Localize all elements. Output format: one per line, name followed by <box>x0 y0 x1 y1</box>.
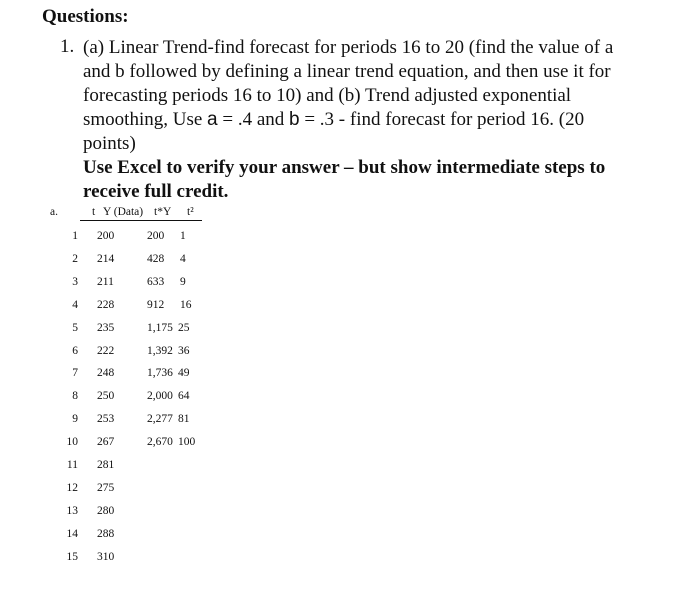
row-t2: 100 <box>178 436 196 448</box>
row-y: 275 <box>97 482 115 494</box>
question-line-1: (a) Linear Trend-find forecast for periods 16 to 20 (find the value of a <box>83 37 614 58</box>
header-y-data: Y (Data) <box>103 206 144 218</box>
row-y: 250 <box>97 390 115 402</box>
row-ty: 1,175 <box>147 322 173 334</box>
row-t: 3 <box>72 276 78 288</box>
instruction-line-1: Use Excel to verify your answer – but show intermediate steps to <box>83 157 606 178</box>
row-t: 9 <box>72 413 78 425</box>
header-t-squared: t² <box>187 206 194 218</box>
row-y: 214 <box>97 253 115 265</box>
row-t: 7 <box>72 367 78 379</box>
header-t: t <box>92 206 96 218</box>
row-y: 235 <box>97 322 115 334</box>
row-t: 5 <box>72 322 78 334</box>
row-ty: 2,000 <box>147 390 173 402</box>
line-4-mid: = .4 and <box>217 109 290 130</box>
row-t: 8 <box>72 390 78 402</box>
question-line-4 <box>83 108 683 132</box>
row-y: 200 <box>97 230 115 242</box>
row-t2: 4 <box>180 253 186 265</box>
row-ty: 2,277 <box>147 413 173 425</box>
row-y: 310 <box>97 551 115 563</box>
row-t: 2 <box>72 253 78 265</box>
question-line-5: points) <box>83 133 136 154</box>
row-t2: 9 <box>180 276 186 288</box>
row-t: 13 <box>66 505 78 517</box>
row-y: 281 <box>97 459 115 471</box>
row-t: 6 <box>72 345 78 357</box>
row-y: 248 <box>97 367 115 379</box>
row-ty: 1,392 <box>147 345 173 357</box>
row-t2: 49 <box>178 367 190 379</box>
row-t: 1 <box>72 230 78 242</box>
question-line-3: forecasting periods 16 to 10) and (b) Trend adjusted exponential <box>83 85 572 106</box>
row-y: 288 <box>97 528 115 540</box>
row-y: 222 <box>97 345 115 357</box>
row-y: 211 <box>97 276 114 288</box>
row-ty: 200 <box>147 230 165 242</box>
row-y: 228 <box>97 299 115 311</box>
question-text <box>83 36 683 204</box>
question-number: 1. <box>60 36 75 57</box>
row-ty: 912 <box>147 299 165 311</box>
row-y: 267 <box>97 436 115 448</box>
row-t: 12 <box>66 482 78 494</box>
row-t: 11 <box>66 459 78 471</box>
row-ty: 1,736 <box>147 367 173 379</box>
part-label: a. <box>50 206 58 218</box>
row-t: 15 <box>66 551 78 563</box>
row-t2: 36 <box>178 345 190 357</box>
row-t2: 81 <box>178 413 190 425</box>
alpha-symbol: a <box>207 109 218 130</box>
row-t2: 1 <box>180 230 186 242</box>
row-t2: 16 <box>180 299 192 311</box>
line-4-end: = .3 - find forecast for period 16. (20 <box>299 109 585 130</box>
row-y: 253 <box>97 413 115 425</box>
row-y: 280 <box>97 505 115 517</box>
beta-symbol: b <box>289 109 300 130</box>
question-line-2: and b followed by defining a linear trend equation, and then use it for <box>83 61 611 82</box>
instruction-line-2: receive full credit. <box>83 181 229 202</box>
row-ty: 428 <box>147 253 165 265</box>
header-t-times-y: t*Y <box>154 206 172 218</box>
row-ty: 633 <box>147 276 165 288</box>
row-ty: 2,670 <box>147 436 173 448</box>
row-t: 14 <box>66 528 78 540</box>
questions-heading: Questions: <box>42 6 129 27</box>
row-t2: 64 <box>178 390 190 402</box>
row-t2: 25 <box>178 322 190 334</box>
header-underline <box>80 220 202 221</box>
line-4-start: smoothing, Use <box>83 109 208 130</box>
row-t: 10 <box>66 436 78 448</box>
row-t: 4 <box>72 299 78 311</box>
